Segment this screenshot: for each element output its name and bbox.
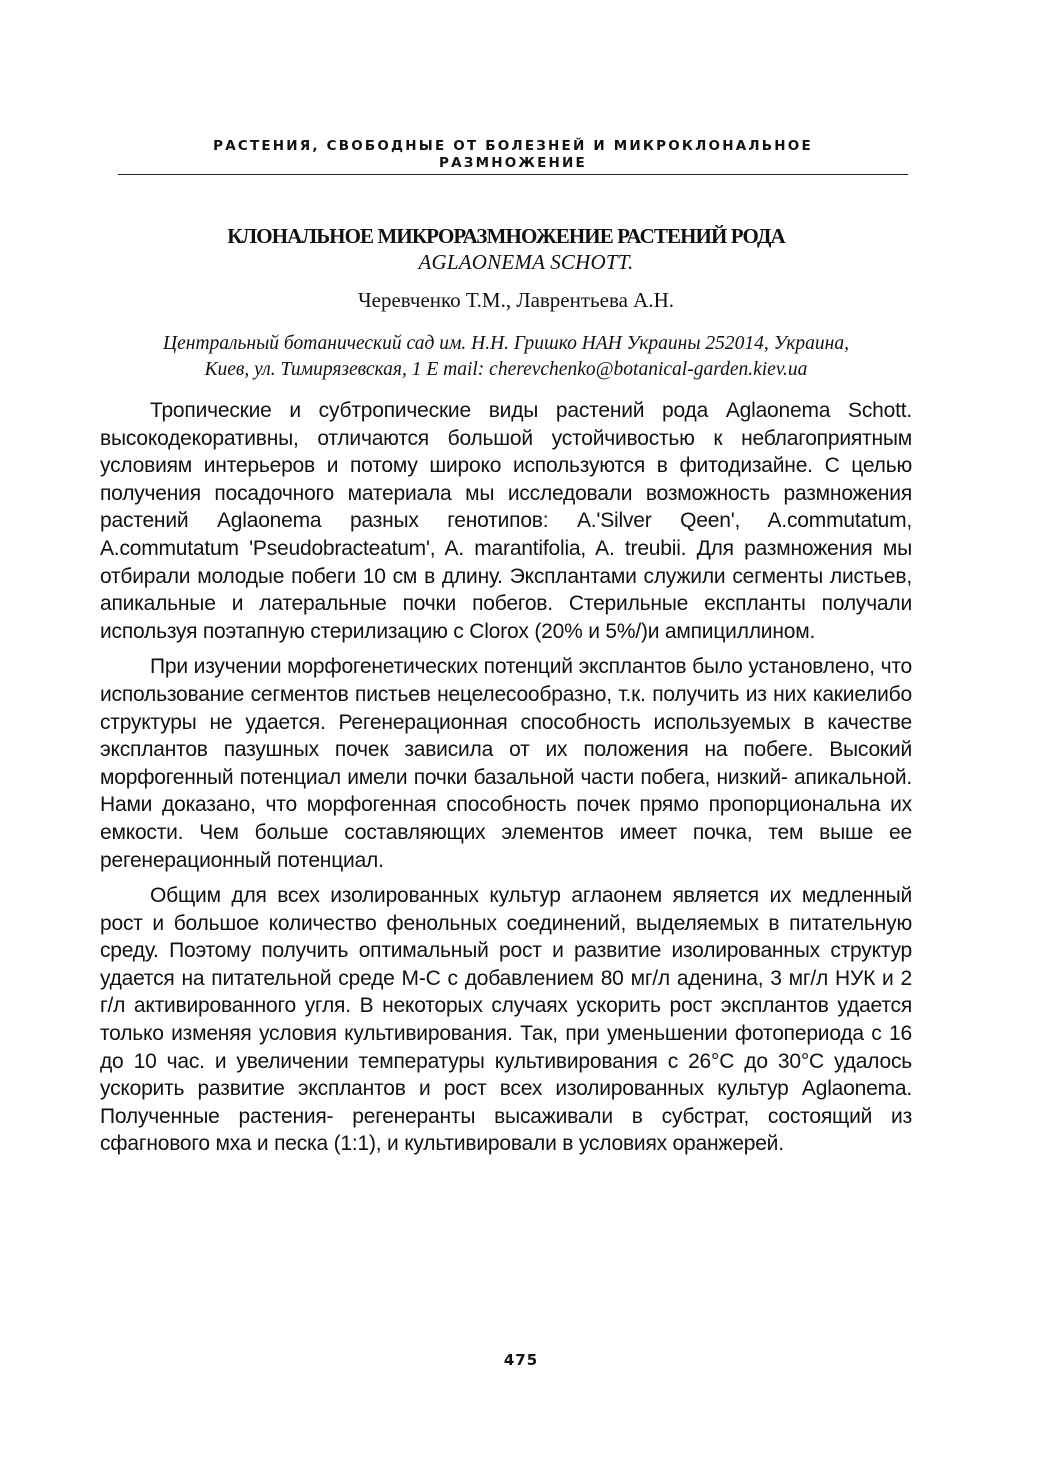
affiliation — [100, 331, 912, 383]
authors: Черевченко Т.М., Лаврентьева А.Н. — [358, 288, 674, 312]
page-content — [100, 138, 912, 1166]
paragraph-3: Общим для всех изолированных культур аглаонем является их медленный рост и большое количество фенольных соединений, выделяемых в питательную среду. Поэтому получить оптимальный рост и развитие изолированных структур удается на питательной среде М-С с добавлением 80 мг/л аденина, 3 мг/л НУК и 2 г/л активированного угля. В некоторых случаях ускорить рост эксплантов удается только изменяя условия культивирования. Так, при уменьшении фотопериода с 16 до 10 час. и увеличении температуры культивирования с 26°С до 30°С удалось ускорить развитие эксплантов и рост всех изолированных культур Aglaonema. Полученные растения- регенеранты высаживали в субстрат, состоящий из сфагнового мха и песка (1:1), и культивировали в условиях оранжерей. — [100, 884, 912, 1156]
affiliation-line-1: Центральный ботанический сад им. Н.Н. Гришко НАН Украины 252014, Украина, — [163, 333, 849, 354]
article-title-genus: AGLAONEMA SCHOTT. — [418, 250, 634, 274]
affiliation-line-2: Киев, ул. Тимирязевская, 1 E mail: cherevchenko@botanical-garden.kiev.ua — [204, 359, 808, 380]
article-body — [100, 397, 912, 1158]
paragraph-2: При изучении морфогенетических потенций эксплантов было установлено, что использование сегментов пистьев нецелесообразно, т.к. получить из них какиелибо структуры не удается. Регенерационная способность используемых в качестве эксплантов пазушных почек зависила от их положения на побеге. Высокий морфогенный потенциал имели почки базальной части побега, низкий- апикальной. Нами доказано, что морфогенная способность почек прямо пропорциональна их емкости. Чем больше составляющих элементов имеет почка, тем выше ее регенерационный потенциал. — [100, 655, 912, 872]
running-head: РАСТЕНИЯ, СВОБОДНЫЕ ОТ БОЛЕЗНЕЙ И МИКРОКЛОНАЛЬНОЕ РАЗМНОЖЕНИЕ — [118, 138, 908, 175]
article-title: КЛОНАЛЬНОЕ МИКРОРАЗМНОЖЕНИЕ РАСТЕНИЙ РОДА — [227, 224, 785, 248]
paragraph-1: Тропические и субтропические виды растений рода Aglaonema Schott. высокодекоративны, отличаются большой устойчивостью к неблагоприятным условиям интерьеров и потому широко используются в фитодизайне. С целью получения посадочного материала мы исследовали возможность размножения растений Aglaonema разных генотипов: A.'Silver Qeen', A.commutatum, A.commutatum 'Pseudobracteatum', A. marantifolia, A. treubii. Для размножения мы отбирали молодые побеги 10 см в длину. Эксплантами служили сегменты листьев, апикальные и латеральные почки побегов. Стерильные експланты получали используя поэтапную стерилизацию с Clorox (20% и 5%/)и ампициллином. — [100, 399, 912, 643]
page-number: 475 — [503, 1351, 539, 1369]
